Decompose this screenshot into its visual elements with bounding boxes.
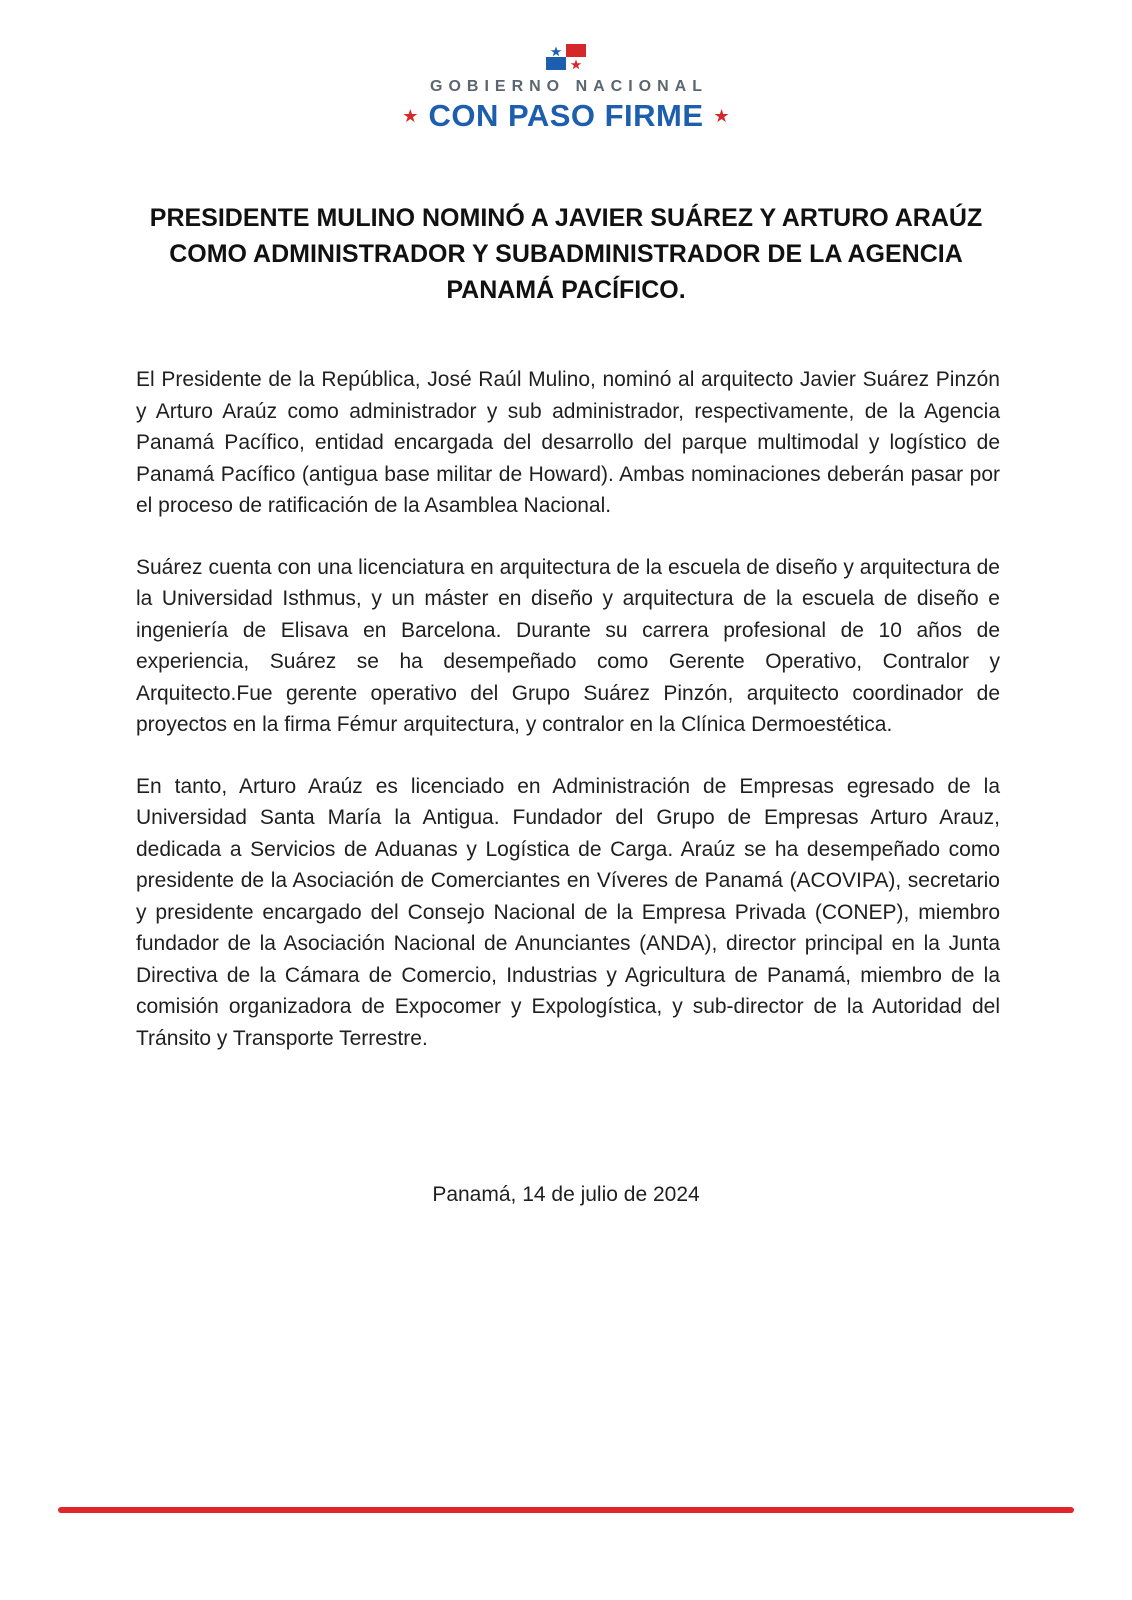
press-release-title: PRESIDENTE MULINO NOMINÓ A JAVIER SUÁREZ Y ARTURO ARAÚZ COMO ADMINISTRADOR Y SUBADMINISTRADOR DE LA AGENCIA PANAMÁ PACÍFICO. (149, 204, 983, 304)
government-logo (0, 44, 1132, 134)
star-right-icon: ★ (713, 106, 730, 126)
paragraph-2: Suárez cuenta con una licenciatura en arquitectura de la escuela de diseño y arquitectura de la Universidad Isthmus, y un máster en diseño y arquitectura de la escuela de diseño e ingeniería de Elisava en Barcelona. Durante su carrera profesional de 10 años de experiencia, Suárez se ha desempeñado como Gerente Operativo, Contralor y Arquitecto.Fue gerente operativo del Grupo Suárez Pinzón, arquitecto coordinador de proyectos en la firma Fémur arquitectura, y contralor en la Clínica Dermoestética. (136, 555, 1000, 736)
logo-slogan-row (0, 98, 1132, 134)
logo-slogan: CON PASO FIRME (428, 98, 704, 133)
dateline: Panamá, 14 de julio de 2024 (432, 1183, 700, 1206)
footer-red-rule (58, 1507, 1074, 1513)
star-left-icon: ★ (402, 106, 419, 126)
paragraph-3: En tanto, Arturo Araúz es licenciado en Administración de Empresas egresado de la Universidad Santa María la Antigua. Fundador del Grupo de Empresas Arturo Arauz, dedicada a Servicios de Aduanas y Logística de Carga. Araúz se ha desempeñado como presidente de la Asociación de Comerciantes en Víveres de Panamá (ACOVIPA), secretario y presidente encargado del Consejo Nacional de la Empresa Privada (CONEP), miembro fundador de la Asociación Nacional de Anunciantes (ANDA), director principal en la Junta Directiva de la Cámara de Comercio, Industrias y Agricultura de Panamá, miembro de la comisión organizadora de Expocomer y Expologística, y sub-director de la Autoridad del Tránsito y Transporte Terrestre. (136, 774, 1000, 1050)
logo-line-gobierno-nacional: GOBIERNO NACIONAL (430, 78, 708, 95)
panama-flag-icon (546, 44, 586, 70)
paragraph-1: El Presidente de la República, José Raúl Mulino, nominó al arquitecto Javier Suárez Pinzón y Arturo Araúz como administrador y sub administrador, respectivamente, de la Agencia Panamá Pacífico, entidad encargada del desarrollo del parque multimodal y logístico de Panamá Pacífico (antigua base militar de Howard). Ambas nominaciones deberán pasar por el proceso de ratificación de la Asamblea Nacional. (136, 368, 1000, 517)
press-release-body (136, 364, 1000, 1084)
